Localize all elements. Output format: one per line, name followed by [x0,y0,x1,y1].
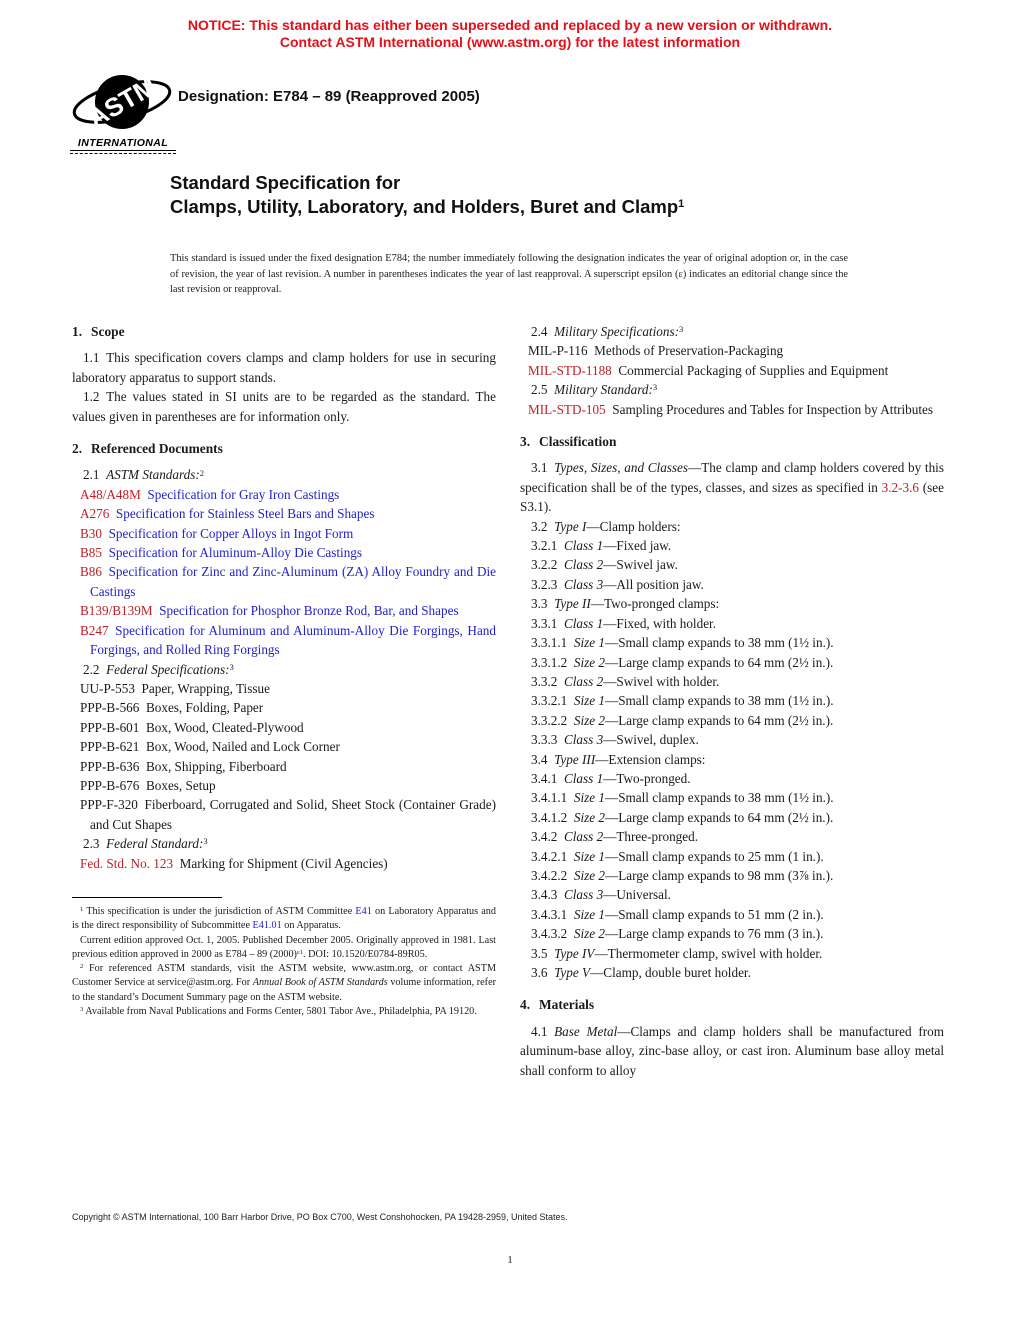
reference-item [72,737,496,756]
reference-item [520,341,944,360]
text-segment: PPP-B-621 Box, Wood, Nailed and Lock Corner [80,739,340,755]
text-segment: —Clamps and clamp holders shall be manufactured from aluminum-base alloy, zinc-base alloy, or cast iron. Aluminum base alloy metal shall conform to alloy [520,1023,944,1078]
reference-item [72,562,496,601]
text-segment: Class 1 [563,538,604,554]
text-segment: Class 2 [563,673,604,689]
right-column [520,322,944,1080]
text-segment: Size 2 [573,654,605,670]
reference-item [72,679,496,698]
text-segment: —Two-pronged clamps: [590,596,720,612]
paragraph [520,711,944,730]
text-segment: —Small clamp expands to 38 mm (1½ in.). [605,693,834,709]
doc-link[interactable]: Specification for Zinc and Zinc-Aluminum (ZA) Alloy Foundry and Die Castings [90,564,496,599]
text-segment: Sampling Procedures and Tables for Inspection by Attributes [605,401,934,417]
text-segment: This specification is under the jurisdiction of ASTM Committee [83,905,356,917]
notice-banner [0,17,1020,51]
text-segment: 1.2 The values stated in SI units are to be regarded as the standard. The values given in parentheses are for information only. [72,389,496,424]
text-segment: 3 [678,324,684,335]
text-segment: Types, Sizes, and Classes [554,460,689,476]
text-segment: PPP-B-636 Box, Shipping, Fiberboard [80,758,287,774]
text-segment: ASTM Standards: [106,467,200,483]
text-segment: —Small clamp expands to 51 mm (2 in.). [605,906,824,922]
text-segment: 3.3.1.1 [531,635,574,651]
paragraph [520,788,944,807]
text-segment: Current edition approved Oct. 1, 2005. Published December 2005. Originally approved in 1981. Last previous edition approved in 2000 as E784 – 89 (2000) [72,934,496,960]
text-segment: Type V [554,965,591,980]
paragraph [520,653,944,672]
text-segment: 3.4.3 [531,887,564,903]
text-segment: Class 3 [563,576,604,592]
paragraph [520,963,944,982]
doc-link[interactable]: MIL-STD-105 [528,401,606,417]
text-segment: 4.1 [531,1023,555,1039]
text-segment: Size 1 [573,693,605,709]
document-body [72,322,944,1080]
doc-link[interactable]: MIL-STD-1188 [528,362,612,378]
paragraph [520,633,944,652]
text-segment: —Large clamp expands to 64 mm (2½ in.). [605,712,834,728]
paragraph [520,575,944,594]
text-segment: Available from Naval Publications and Forms Center, 5801 Tabor Ave., Philadelphia, PA 19120. [83,1006,477,1018]
paragraph [520,730,944,749]
text-segment: MIL-P-116 Methods of Preservation-Packaging [528,343,784,359]
text-segment: —The clamp and clamp holders covered by this specification shall be of the types, classes, and sizes as specified in [520,460,944,495]
section-heading [72,439,496,458]
doc-link[interactable]: Specification for Stainless Steel Bars and Shapes [109,506,375,522]
text-segment: 1 [80,906,84,913]
text-segment: —Small clamp expands to 38 mm (1½ in.). [605,790,834,806]
text-segment: —All position jaw. [603,576,704,592]
text-segment: 1.1 This specification covers clamps and clamp holders for use in securing laboratory apparatus to support stands. [72,350,496,385]
text-segment: 3.3.1 [531,615,564,631]
text-segment: 3.4.2 [531,829,564,845]
text-segment: —Extension clamps: [595,751,706,767]
page-title [170,171,684,218]
doc-link[interactable]: A48/A48M [80,486,141,502]
text-segment: —Three-pronged. [603,829,699,845]
text-segment: 3.1 [531,460,555,476]
paragraph [520,924,944,943]
reference-item [72,543,496,562]
notice-line-2: Contact ASTM International (www.astm.org) for the latest information [279,34,741,50]
text-segment: 3.4.3.2 [531,926,574,942]
reference-item [72,601,496,620]
text-segment: —Fixed, with holder. [603,615,717,631]
text-segment: —Fixed jaw. [603,538,672,554]
section-heading [520,432,944,451]
reference-item [72,757,496,776]
reference-item [72,504,496,523]
reference-item [72,524,496,543]
text-segment: 2.1 [83,467,107,483]
footnote [72,905,496,934]
text-segment: 2.2 [83,661,107,677]
paragraph [72,834,496,853]
paragraph [520,847,944,866]
text-segment: Class 1 [563,770,604,786]
paragraph [520,769,944,788]
paragraph [520,322,944,341]
text-segment: Referenced Documents [91,441,223,457]
text-segment: 3 [80,1006,84,1014]
doc-link[interactable]: Specification for Aluminum and Aluminum-Alloy Die Forgings, Hand Forgings, and Rolled Ring Forgings [90,622,496,658]
text-segment: —Small clamp expands to 25 mm (1 in.). [605,848,824,864]
text-segment: For referenced ASTM standards, visit the ASTM website, www.astm.org, or contact ASTM Customer Service at service@astm.org. For [72,963,496,989]
footnote-rule [72,897,222,898]
doc-link[interactable]: Specification for Gray Iron Castings [140,486,340,502]
text-segment: 3.4.1 [531,770,564,786]
text-segment: 2.5 [531,382,555,398]
reference-item [72,698,496,717]
paragraph [520,594,944,613]
text-segment: 2. [72,441,83,457]
text-segment: Size 2 [573,809,605,825]
doc-link[interactable]: A276 [80,506,110,522]
text-segment: 3. [520,434,531,450]
astm-logo-icon [70,72,176,134]
text-segment: —Swivel with holder. [603,673,720,689]
text-segment: Military Specifications: [554,324,679,339]
footnote [72,934,496,963]
text-segment: PPP-B-676 Boxes, Setup [80,777,216,793]
text-segment: —Large clamp expands to 64 mm (2½ in.). [605,654,834,670]
text-segment: Federal Specifications: [106,661,230,677]
text-segment: Size 1 [573,848,605,864]
text-segment: Size 2 [573,712,605,728]
paragraph [520,691,944,710]
logo-rule [70,150,176,154]
text-segment: Type II [554,596,591,612]
text-segment: 3.4.1.1 [531,790,574,806]
footnote [72,1005,496,1019]
paragraph [520,672,944,691]
doc-link[interactable]: 3.2-3.6 [881,479,919,495]
text-segment: Size 1 [573,635,605,651]
text-segment: Federal Standard: [106,836,204,852]
doc-link[interactable]: B86 [80,564,102,580]
doc-link[interactable]: E41.01 [252,920,282,932]
text-segment: Class 3 [563,887,604,903]
text-segment: —Large clamp expands to 76 mm (3 in.). [605,926,824,942]
text-segment: Base Metal [554,1023,618,1039]
text-segment: Class 1 [563,615,604,631]
astm-logo-text: ASTM [82,72,162,134]
text-segment: 3.2.1 [531,538,564,554]
reference-item [72,621,496,660]
reference-item [72,776,496,795]
text-segment: 2 [80,963,84,971]
paragraph [520,517,944,536]
paragraph [520,380,944,399]
paragraph [520,750,944,769]
text-segment: 2 [199,467,205,478]
text-segment: 3 [229,661,234,672]
text-segment: —Swivel jaw. [603,557,678,573]
text-segment: Marking for Shipment (Civil Agencies) [173,855,388,871]
text-segment: 3.4.2.2 [531,867,574,883]
text-segment: 3.4 [531,751,555,767]
text-segment: Class 2 [563,829,604,845]
text-segment: Class 3 [563,732,604,748]
text-segment: 3.2.3 [531,576,564,592]
paragraph [520,905,944,924]
text-segment: (see S3.1). [520,479,944,515]
text-segment: PPP-F-320 Fiberboard, Corrugated and Solid, Sheet Stock (Container Grade) and Cut Shapes [80,797,496,832]
doc-link[interactable]: Fed. Std. No. 123 [80,855,174,871]
text-segment: 2.4 [531,324,555,339]
astm-logo [70,72,176,158]
text-segment: —Thermometer clamp, swivel with holder. [594,945,823,961]
paragraph [520,1022,944,1080]
text-segment: on Apparatus. [281,920,341,932]
text-segment: Scope [91,324,125,339]
text-segment: 4. [520,997,531,1013]
text-segment: 3.3.2.2 [531,712,574,728]
text-segment: . DOI: 10.1520/E0784-89R05. [303,948,428,960]
text-segment: —Clamp holders: [586,518,681,534]
paragraph [520,944,944,963]
doc-link[interactable]: B247 [80,622,109,638]
reference-item [72,485,496,504]
paragraph [72,348,496,387]
text-segment: 3.3 [531,596,555,612]
text-segment: Type III [554,751,596,767]
text-segment: 3.3.2.1 [531,693,574,709]
paragraph [520,614,944,633]
doc-link[interactable]: E41 [355,905,372,917]
doc-link[interactable]: Specification for Copper Alloys in Ingot Form [101,525,354,541]
text-segment: —Clamp, double buret holder. [590,965,751,980]
text-segment: 3.4.2.1 [531,848,574,864]
text-segment: Size 1 [573,906,605,922]
title-footnote-marker: 1 [678,198,685,210]
doc-link[interactable]: B85 [80,545,102,561]
text-segment: 3.4.1.2 [531,809,574,825]
text-segment: 3.3.3 [531,732,564,748]
text-segment: Materials [539,997,595,1013]
title-text: Clamps, Utility, Laboratory, and Holders, Buret and Clamp [170,195,679,217]
paragraph [72,387,496,426]
reference-item [72,854,496,873]
text-segment: Size 1 [573,790,605,806]
paragraph [520,827,944,846]
paragraph [72,660,496,679]
section-heading [72,322,496,341]
standard-issue-note: This standard is issued under the fixed designation E784; the number immediately following the designation indicates the year of original adoption or, in the case of revision, the year of last revision. A number in parentheses indicates the year of last reapproval. A superscript epsilon (ε) indicates an editorial change since the last revision or reapproval. [170,253,848,296]
text-segment: —Swivel, duplex. [603,732,699,748]
left-column [72,322,496,1019]
paragraph [520,555,944,574]
text-segment: 2.3 [83,836,107,852]
text-segment: Commercial Packaging of Supplies and Equipment [611,362,889,378]
reference-item [520,361,944,380]
notice-line-1: NOTICE: This standard has either been superseded and replaced by a new version or withdrawn. [187,17,833,33]
text-segment: 3.3.1.2 [531,654,574,670]
paragraph [520,458,944,516]
section-heading [520,995,944,1014]
title-line-1: Standard Specification for [170,172,401,193]
reference-item [520,400,944,419]
text-segment: 1. [72,324,83,339]
text-segment: —Two-pronged. [603,770,691,786]
paragraph [72,465,496,484]
text-segment: PPP-B-601 Box, Wood, Cleated-Plywood [80,719,304,735]
title-line-2 [170,195,684,219]
text-segment: Type IV [554,945,595,961]
paragraph [520,808,944,827]
paragraph [520,885,944,904]
text-segment: Military Standard: [554,382,653,398]
text-segment: Type I [554,518,587,534]
text-segment: Size 2 [573,867,605,883]
text-segment: Classification [539,434,617,450]
text-segment: PPP-B-566 Boxes, Folding, Paper [80,700,264,716]
text-segment: UU-P-553 Paper, Wrapping, Tissue [80,680,270,696]
text-segment: 3 [652,382,658,393]
footnote [72,962,496,1005]
text-segment: 3.4.3.1 [531,906,574,922]
text-segment: —Large clamp expands to 98 mm (3⅞ in.). [605,867,834,883]
doc-link[interactable]: Specification for Aluminum-Alloy Die Castings [101,545,363,561]
text-segment: —Small clamp expands to 38 mm (1½ in.). [605,635,834,651]
text-segment: on Laboratory Apparatus and is the direct responsibility of Subcommittee [72,905,496,932]
paragraph [520,536,944,555]
text-segment: —Large clamp expands to 64 mm (2½ in.). [605,809,834,825]
text-segment: Size 2 [573,926,605,942]
text-segment: 3.5 [531,945,555,961]
doc-link[interactable]: Specification for Phosphor Bronze Rod, Bar, and Shapes [152,603,459,619]
text-segment: —Universal. [603,887,671,903]
text-segment: volume information, refer to the standard’s Document Summary page on the ASTM website. [72,977,496,1003]
text-segment: 3 [203,836,208,847]
doc-link[interactable]: B139/B139M [80,603,153,619]
text-segment: Class 2 [563,557,604,573]
text-segment: 3.3.2 [531,673,564,689]
doc-link[interactable]: B30 [80,525,102,541]
paragraph [520,866,944,885]
text-segment: ε1 [296,948,304,956]
text-segment: 3.2 [531,518,555,534]
copyright-text: Copyright © ASTM International, 100 Barr Harbor Drive, PO Box C700, West Conshohocken, PA 19428-2959, United States. [72,1212,568,1222]
text-segment: Annual Book of ASTM Standards [252,977,388,989]
astm-logo-subtext: INTERNATIONAL [77,137,169,149]
reference-item [72,795,496,834]
reference-item [72,718,496,737]
text-segment: 3.6 [531,965,555,980]
text-segment: 3.2.2 [531,557,564,573]
designation-text: Designation: E784 – 89 (Reapproved 2005) [178,88,480,105]
page-number: 1 [507,1255,513,1266]
